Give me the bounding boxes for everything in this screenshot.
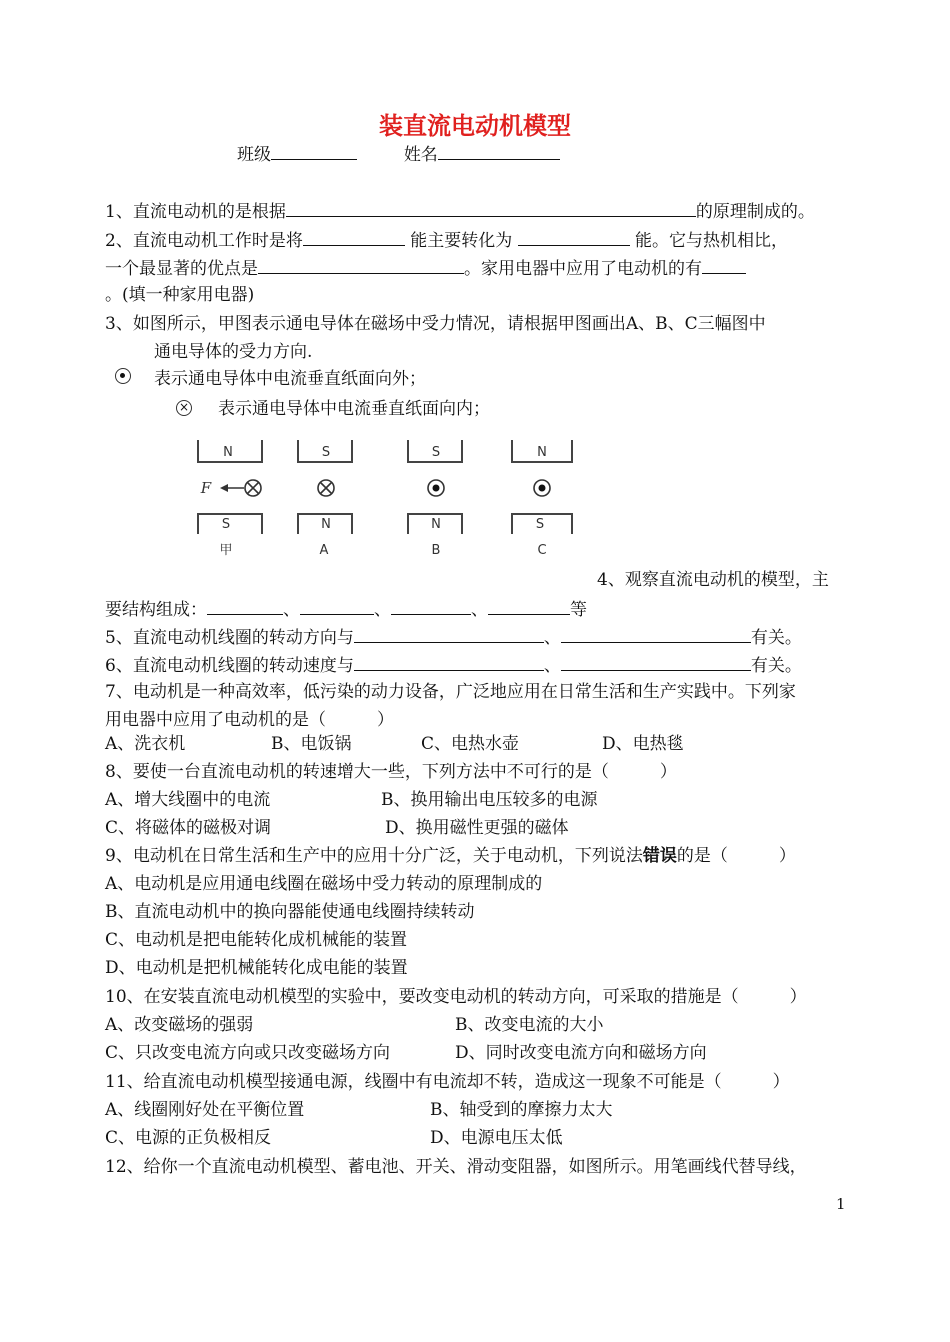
q4-blank-2[interactable] [300, 597, 374, 615]
pole-label: S [535, 517, 545, 532]
option: B、轴受到的摩擦力太大 [430, 1100, 613, 1120]
question-8: 8、要使一台直流电动机的转速增大一些，下列方法中不可行的是（ ） [105, 762, 677, 782]
name-label: 姓名 [403, 145, 438, 165]
option: B、换用输出电压较多的电源 [381, 790, 598, 810]
option: D、电动机是把机械能转化成电能的装置 [105, 958, 408, 978]
q4-blank-4[interactable] [488, 597, 570, 615]
q6-blank-1[interactable] [354, 653, 544, 671]
option: A、增大线圈中的电流 [105, 790, 271, 810]
question-10: 10、在安装直流电动机模型的实验中，要改变电动机的转动方向，可采取的措施是（ ） [105, 987, 807, 1007]
option: A、洗衣机 [105, 734, 186, 754]
pole-label: N [537, 445, 547, 460]
figure-caption: 甲 [219, 543, 233, 558]
name-blank[interactable] [438, 142, 560, 160]
option: B、电饭锅 [271, 734, 352, 754]
legend-out: 表示通电导体中电流垂直纸面向外； [154, 369, 426, 389]
option: C、只改变电流方向或只改变磁场方向 [105, 1043, 391, 1063]
question-12: 12、给你一个直流电动机模型、蓄电池、开关、滑动变阻器，如图所示。用笔画线代替导线， [105, 1157, 807, 1177]
option: A、线圈刚好处在平衡位置 [105, 1100, 305, 1120]
option: C、电动机是把电能转化成机械能的装置 [105, 930, 408, 950]
pole-label: N [321, 517, 331, 532]
q1-blank[interactable] [286, 199, 696, 217]
q2-blank-3[interactable] [258, 256, 464, 274]
figure-caption: A [319, 543, 329, 558]
option: D、电源电压太低 [430, 1128, 563, 1148]
question-5: 5、直流电动机线圈的转动方向与 、 有关。 [105, 625, 802, 649]
question-4-line-2: 要结构组成： 、 、 、 等 [105, 597, 587, 621]
option: D、同时改变电流方向和磁场方向 [455, 1043, 707, 1063]
option: C、电源的正负极相反 [105, 1128, 272, 1148]
q5-blank-2[interactable] [561, 625, 751, 643]
class-blank[interactable] [271, 142, 357, 160]
q4-blank-1[interactable] [207, 597, 283, 615]
question-3-line-1: 3、如图所示，甲图表示通电导体在磁场中受力情况，请根据甲图画出A、B、C三幅图中 [105, 314, 766, 334]
question-3-line-2: 通电导体的受力方向. [154, 342, 313, 362]
question-6: 6、直流电动机线圈的转动速度与 、 有关。 [105, 653, 802, 677]
page-number: 1 [836, 1195, 846, 1213]
q4-blank-3[interactable] [391, 597, 471, 615]
pole-label: N [223, 445, 233, 460]
force-label: F [200, 479, 212, 497]
question-7-line-1: 7、电动机是一种高效率，低污染的动力设备，广泛地应用在日常生活和生产实践中。下列家 [105, 682, 796, 702]
question-11: 11、给直流电动机模型接通电源，线圈中有电流却不转，造成这一现象不可能是（ ） [105, 1072, 790, 1092]
question-2-line-2: 一个最显著的优点是 。家用电器中应用了电动机的有 [105, 256, 746, 280]
question-2-line-3: 。(填一种家用电器) [105, 285, 255, 305]
question-7-line-2: 用电器中应用了电动机的是（ ） [105, 710, 394, 730]
header-fields [237, 142, 560, 166]
option: C、将磁体的磁极对调 [105, 818, 272, 838]
question-4-line-1: 4、观察直流电动机的模型，主 [597, 570, 829, 590]
pole-label: N [431, 517, 441, 532]
question-9: 9、电动机在日常生活和生产中的应用十分广泛，关于电动机，下列说法错误的是（ ） [105, 846, 796, 866]
option: D、换用磁性更强的磁体 [385, 818, 569, 838]
option: B、改变电流的大小 [455, 1015, 604, 1035]
current-out-symbol-icon [115, 368, 131, 384]
option: A、电动机是应用通电线圈在磁场中受力转动的原理制成的 [105, 874, 543, 894]
pole-label: S [431, 445, 441, 460]
class-label: 班级 [237, 145, 271, 165]
q6-blank-2[interactable] [561, 653, 751, 671]
figure-caption: C [537, 543, 547, 558]
question-1: 1、直流电动机的是根据 的原理制成的。 [105, 199, 815, 223]
magnet-force-figure [180, 430, 580, 570]
pole-label: S [321, 445, 331, 460]
option: C、电热水壶 [421, 734, 520, 754]
q5-blank-1[interactable] [354, 625, 544, 643]
question-2-line-1: 2、直流电动机工作时是将 能主要转化为 能。它与热机相比， [105, 228, 788, 252]
figure-caption: B [431, 543, 441, 558]
current-in-symbol-icon: × [176, 400, 192, 416]
legend-in: 表示通电导体中电流垂直纸面向内； [218, 399, 490, 419]
pole-label: S [221, 517, 231, 532]
option: D、电热毯 [602, 734, 684, 754]
q2-blank-1[interactable] [303, 228, 405, 246]
page-title: 装直流电动机模型 [379, 111, 571, 140]
q2-blank-4[interactable] [702, 256, 746, 274]
option: A、改变磁场的强弱 [105, 1015, 254, 1035]
force-arrowhead-icon [220, 484, 228, 492]
q2-blank-2[interactable] [518, 228, 630, 246]
option: B、直流电动机中的换向器能使通电线圈持续转动 [105, 902, 475, 922]
